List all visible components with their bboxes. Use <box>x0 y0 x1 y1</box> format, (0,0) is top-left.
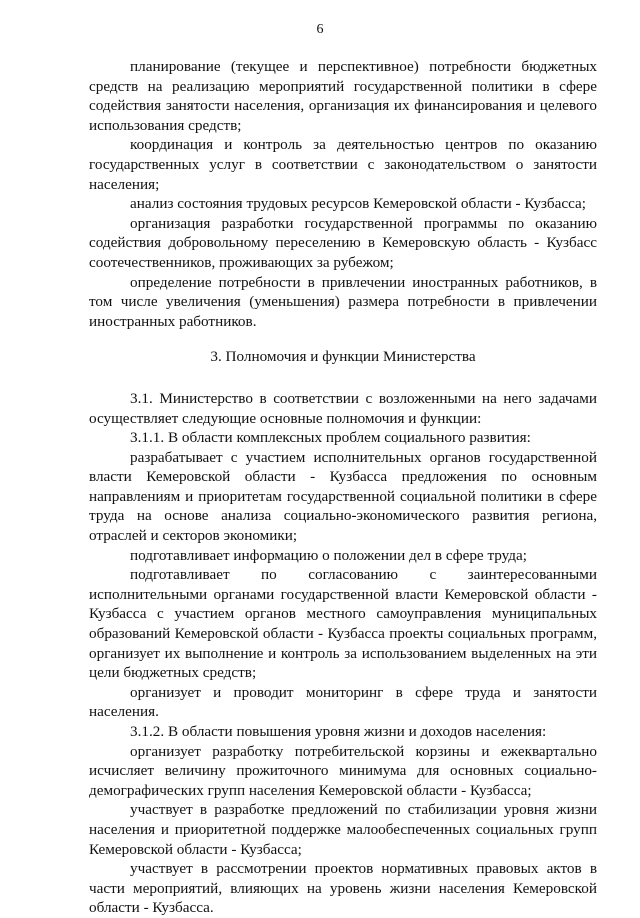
page-number: 6 <box>316 22 324 37</box>
paragraph: подготавливает по согласованию с заинтересованными исполнительными органами государственной власти Кемеровской области - Кузбасса с участием органов местного самоуправления муниципальных образований Кемеровской области - Кузбасса проекты социальных программ, организует их выполнение и контроль за использованием выделенных на эти цели бюджетных средств; <box>89 566 597 682</box>
paragraph: организация разработки государственной программы по оказанию содействия добровольному переселению в Кемеровскую область - Кузбасс соотечественников, проживающих за рубежом; <box>89 214 597 271</box>
paragraph: определение потребности в привлечении иностранных работников, в том числе увеличения (уменьшения) размера потребности в привлечении иностранных работников. <box>89 273 597 330</box>
paragraph: разрабатывает с участием исполнительных органов государственной власти Кемеровской области - Кузбасса предложения по основным направлениям и приоритетам государственной социальной политики в сфере труда на основе анализа социально-экономического развития региона, отраслей и секторов экономики; <box>89 448 597 545</box>
paragraph: участвует в рассмотрении проектов нормативных правовых актов в части мероприятий, влияющих на уровень жизни населения Кемеровской области - Кузбасса. <box>89 860 597 917</box>
paragraph: организует разработку потребительской корзины и ежеквартально исчисляет величину прожиточного минимума для основных социально-демографических групп населения Кемеровской области - Кузбасса; <box>89 742 597 799</box>
paragraph: 3.1.1. В области комплексных проблем социального развития: <box>130 429 531 447</box>
paragraph: координация и контроль за деятельностью центров по оказанию государственных услуг в соответствии с законодательством о занятости населения; <box>89 136 597 193</box>
paragraph: подготавливает информацию о положении дел в сфере труда; <box>130 546 527 564</box>
section-heading: 3. Полномочия и функции Министерства <box>210 348 476 366</box>
paragraph: участвует в разработке предложений по стабилизации уровня жизни населения и приоритетной поддержке малообеспеченных социальных групп Кемеровской области - Кузбасса; <box>89 801 597 858</box>
paragraph: 3.1.2. В области повышения уровня жизни и доходов населения: <box>130 723 547 740</box>
paragraph: организует и проводит мониторинг в сфере труда и занятости населения. <box>89 683 597 721</box>
paragraph: 3.1. Министерство в соответствии с возложенными на него задачами осуществляет следующие основные полномочия и функции: <box>89 389 597 427</box>
document-body <box>89 57 597 918</box>
paragraph: анализ состояния трудовых ресурсов Кемеровской области - Кузбасса; <box>130 195 587 213</box>
paragraph: планирование (текущее и перспективное) потребности бюджетных средств на реализацию мероприятий государственной политики в сфере содействия занятости населения, организация их финансирования и целевого использования средств; <box>89 58 597 134</box>
